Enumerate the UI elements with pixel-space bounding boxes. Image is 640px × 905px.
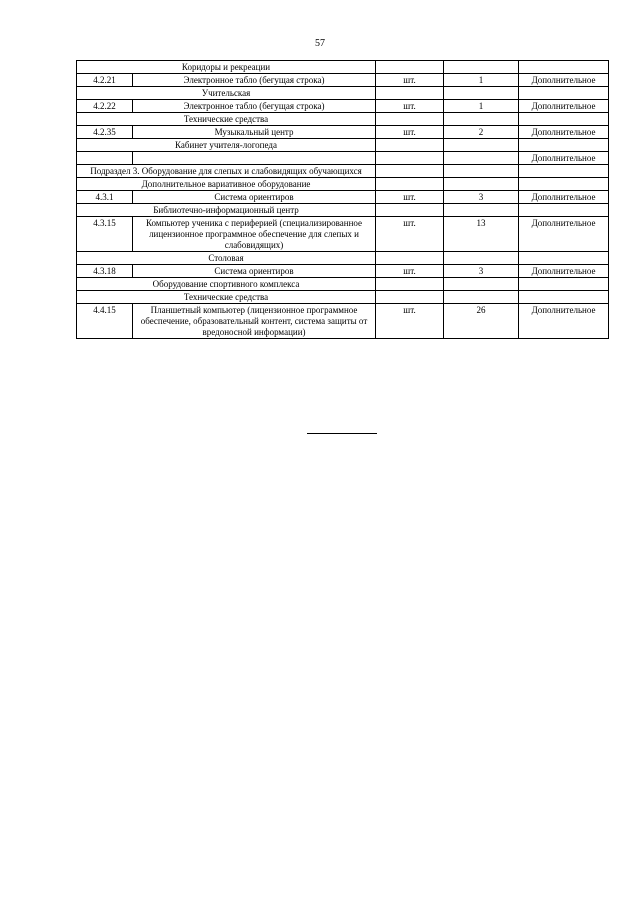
- section-title: Кабинет учителя-логопеда: [77, 139, 376, 152]
- section-title: Дополнительное вариативное оборудование: [77, 178, 376, 191]
- empty-cell: [444, 87, 519, 100]
- empty-cell: [376, 291, 444, 304]
- empty-cell: [444, 252, 519, 265]
- item-category: Дополнительное: [519, 126, 609, 139]
- section-title: Библиотечно-информационный центр: [77, 204, 376, 217]
- section-title: Учительская: [77, 87, 376, 100]
- item-quantity: 1: [444, 100, 519, 113]
- item-name: Планшетный компьютер (лицензионное программное обеспечение, образовательный контент, система защиты от вредоносной информации): [133, 304, 376, 339]
- item-unit: шт.: [376, 126, 444, 139]
- item-unit: [376, 152, 444, 165]
- empty-cell: [444, 139, 519, 152]
- item-unit: шт.: [376, 100, 444, 113]
- end-of-document-rule: [307, 433, 377, 434]
- item-code: 4.2.35: [77, 126, 133, 139]
- section-row: [77, 61, 609, 74]
- item-row: [77, 191, 609, 204]
- item-code: 4.3.18: [77, 265, 133, 278]
- item-category: Дополнительное: [519, 217, 609, 252]
- equipment-table-body: [77, 61, 609, 339]
- item-row: [77, 100, 609, 113]
- section-title: Коридоры и рекреации: [77, 61, 376, 74]
- empty-cell: [444, 61, 519, 74]
- item-category: Дополнительное: [519, 304, 609, 339]
- item-quantity: 13: [444, 217, 519, 252]
- section-title: Технические средства: [77, 113, 376, 126]
- empty-cell: [376, 113, 444, 126]
- item-name: Компьютер ученика с периферией (специализированное лицензионное программное обеспечение для слепых и слабовидящих): [133, 217, 376, 252]
- item-code: [77, 152, 133, 165]
- empty-cell: [444, 165, 519, 178]
- item-unit: шт.: [376, 304, 444, 339]
- item-quantity: 26: [444, 304, 519, 339]
- section-title: Столовая: [77, 252, 376, 265]
- empty-cell: [376, 278, 444, 291]
- item-unit: шт.: [376, 217, 444, 252]
- empty-cell: [376, 165, 444, 178]
- empty-cell: [444, 178, 519, 191]
- section-row: [77, 139, 609, 152]
- section-title: Технические средства: [77, 291, 376, 304]
- empty-cell: [444, 113, 519, 126]
- item-quantity: [444, 152, 519, 165]
- item-row: [77, 304, 609, 339]
- item-row: [77, 126, 609, 139]
- item-code: 4.2.21: [77, 74, 133, 87]
- item-unit: шт.: [376, 265, 444, 278]
- item-category: Дополнительное: [519, 74, 609, 87]
- section-row: [77, 278, 609, 291]
- item-quantity: 3: [444, 191, 519, 204]
- section-row: [77, 204, 609, 217]
- empty-cell: [519, 291, 609, 304]
- item-row: [77, 265, 609, 278]
- section-row: [77, 252, 609, 265]
- empty-cell: [444, 291, 519, 304]
- empty-cell: [519, 113, 609, 126]
- item-name: Электронное табло (бегущая строка): [133, 74, 376, 87]
- empty-cell: [376, 61, 444, 74]
- section-row: [77, 87, 609, 100]
- empty-cell: [444, 204, 519, 217]
- item-name: [133, 152, 376, 165]
- item-quantity: 3: [444, 265, 519, 278]
- item-name: Система ориентиров: [133, 191, 376, 204]
- item-row: [77, 152, 609, 165]
- empty-cell: [519, 87, 609, 100]
- empty-cell: [519, 61, 609, 74]
- empty-cell: [376, 178, 444, 191]
- section-row: [77, 165, 609, 178]
- item-code: 4.2.22: [77, 100, 133, 113]
- item-name: Музыкальный центр: [133, 126, 376, 139]
- empty-cell: [376, 204, 444, 217]
- item-quantity: 2: [444, 126, 519, 139]
- section-title: Подраздел 3. Оборудование для слепых и слабовидящих обучающихся: [77, 165, 376, 178]
- item-code: 4.3.15: [77, 217, 133, 252]
- item-category: Дополнительное: [519, 191, 609, 204]
- item-quantity: 1: [444, 74, 519, 87]
- item-name: Система ориентиров: [133, 265, 376, 278]
- section-row: [77, 291, 609, 304]
- section-row: [77, 113, 609, 126]
- item-code: 4.3.1: [77, 191, 133, 204]
- item-category: Дополнительное: [519, 100, 609, 113]
- item-row: [77, 74, 609, 87]
- item-category: Дополнительное: [519, 265, 609, 278]
- empty-cell: [444, 278, 519, 291]
- item-name: Электронное табло (бегущая строка): [133, 100, 376, 113]
- item-unit: шт.: [376, 191, 444, 204]
- item-unit: шт.: [376, 74, 444, 87]
- empty-cell: [376, 139, 444, 152]
- empty-cell: [519, 139, 609, 152]
- empty-cell: [519, 278, 609, 291]
- item-row: [77, 217, 609, 252]
- section-title: Оборудование спортивного комплекса: [77, 278, 376, 291]
- empty-cell: [376, 87, 444, 100]
- empty-cell: [519, 252, 609, 265]
- empty-cell: [519, 165, 609, 178]
- empty-cell: [519, 204, 609, 217]
- item-category: Дополнительное: [519, 152, 609, 165]
- equipment-table: [76, 60, 609, 339]
- item-code: 4.4.15: [77, 304, 133, 339]
- empty-cell: [376, 252, 444, 265]
- page-number: 57: [315, 38, 325, 49]
- empty-cell: [519, 178, 609, 191]
- section-row: [77, 178, 609, 191]
